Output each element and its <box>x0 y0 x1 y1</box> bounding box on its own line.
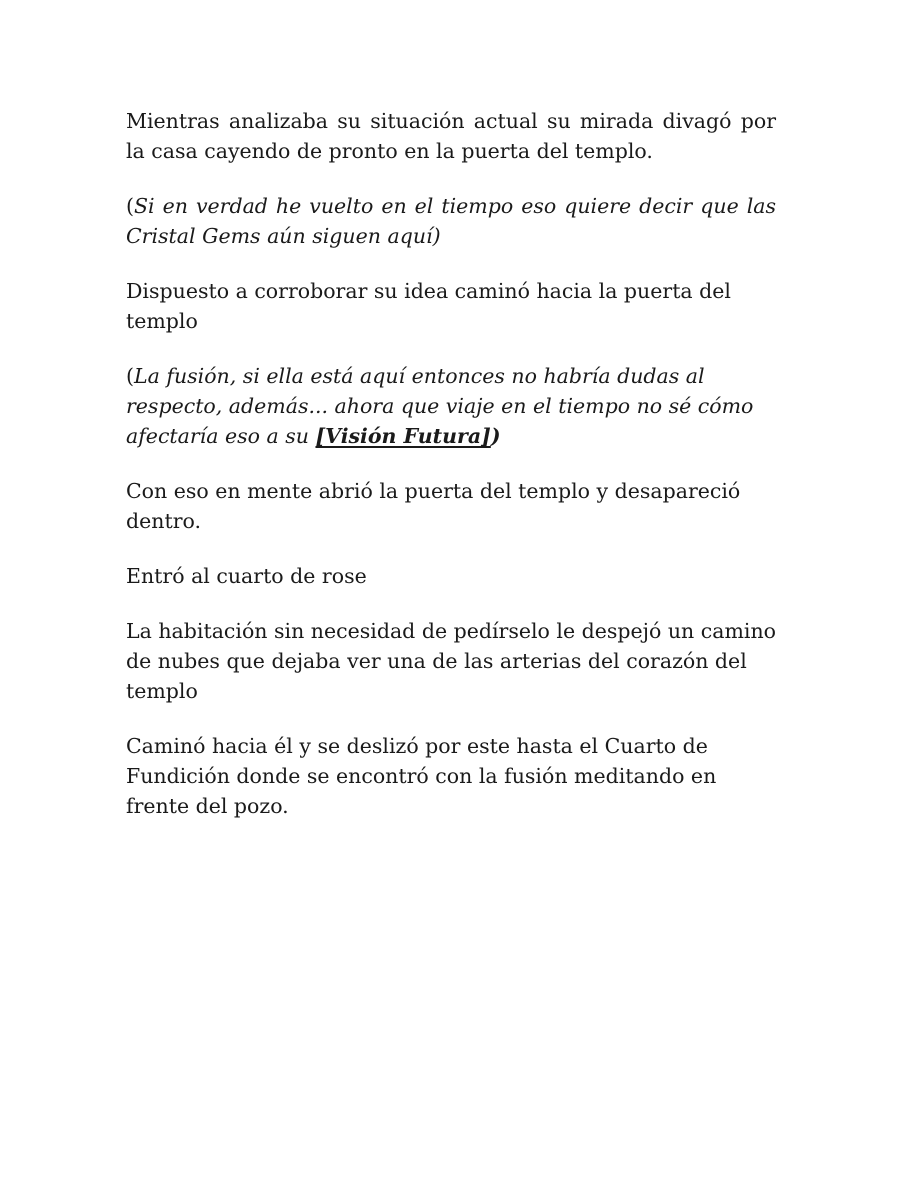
document-page <box>126 106 776 846</box>
open-paren: ( <box>126 364 134 388</box>
close-paren: ) <box>490 424 501 448</box>
paragraph-8: Caminó hacia él y se deslizó por este hasta el Cuarto de Fundición donde se encontró con la fusión meditando en frente del pozo. <box>126 734 717 818</box>
paragraph-3: Dispuesto a corroborar su idea caminó hacia la puerta del templo <box>126 279 731 333</box>
open-paren: ( <box>126 194 134 218</box>
paragraph-4-thought <box>126 361 776 451</box>
paragraph-1: Mientras analizaba su situación actual su mirada divagó por la casa cayendo de pronto en la puerta del templo. <box>126 109 776 163</box>
skill-name: [Visión Futura] <box>315 424 491 448</box>
thought-text: Si en verdad he vuelto en el tiempo eso quiere decir que las Cristal Gems aún siguen aquí) <box>126 194 776 248</box>
paragraph-5: Con eso en mente abrió la puerta del templo y desapareció dentro. <box>126 479 741 533</box>
paragraph-6: Entró al cuarto de rose <box>126 564 367 588</box>
thought-text: La fusión, si ella está aquí entonces no habría dudas al respecto, además... ahora que viaje en el tiempo no sé cómo afectaría eso a su <box>126 364 754 448</box>
paragraph-2-thought <box>126 191 776 251</box>
paragraph-7: La habitación sin necesidad de pedírselo le despejó un camino de nubes que dejaba ver una de las arterias del corazón del templo <box>126 619 777 703</box>
